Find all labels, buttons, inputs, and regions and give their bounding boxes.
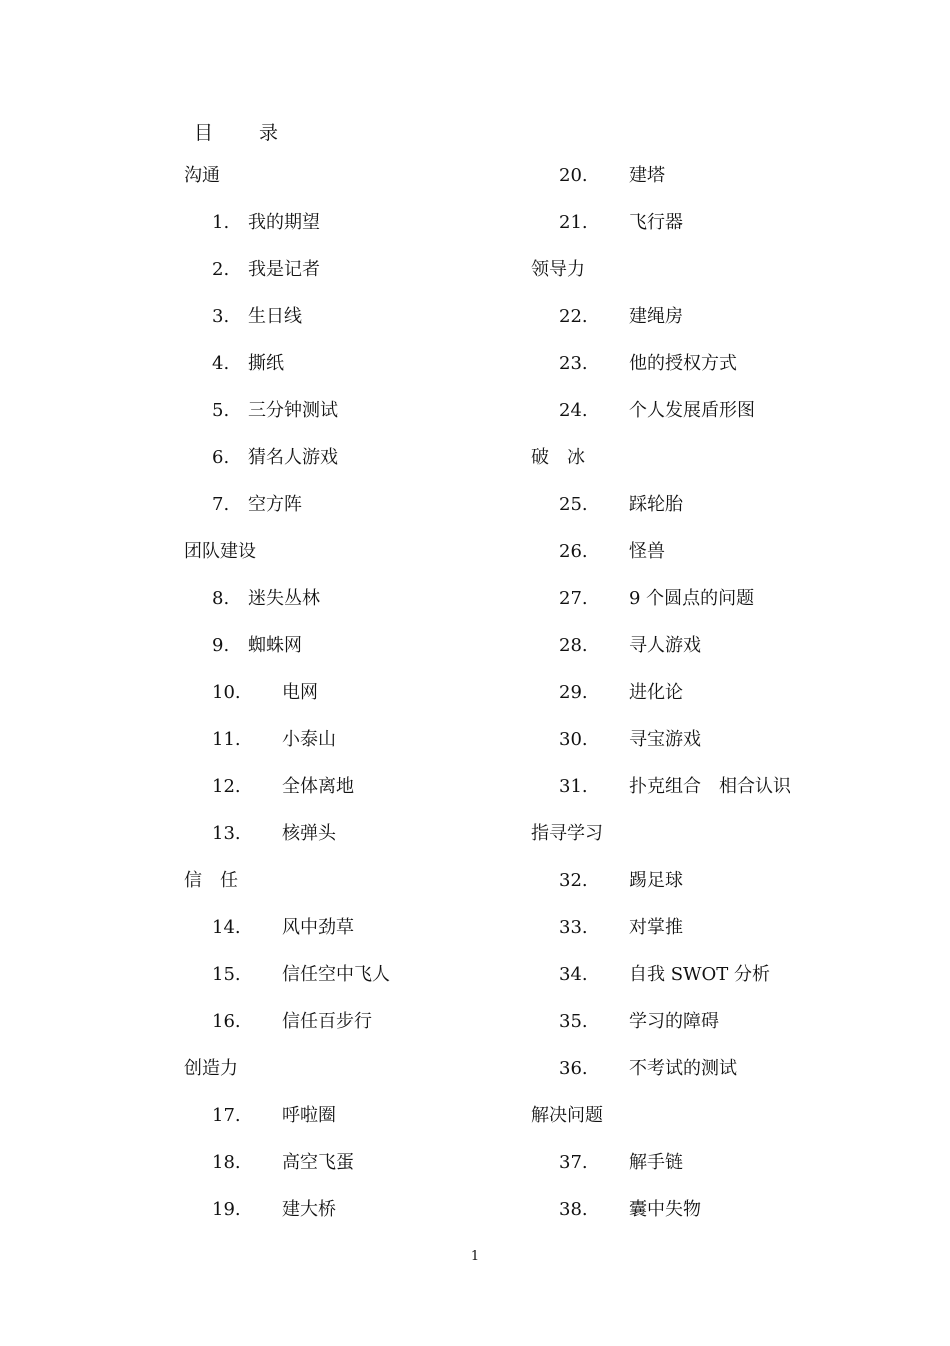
section-label: 创造力 [184, 1058, 238, 1079]
entry-number: 13. [212, 823, 241, 844]
entry-number: 28. [559, 635, 588, 656]
entry-title: 踩轮胎 [629, 494, 683, 515]
entry-title: 空方阵 [248, 494, 302, 515]
entry-title: 撕纸 [248, 353, 284, 374]
entry-number: 17. [212, 1105, 241, 1126]
section-label: 指寻学习 [531, 823, 603, 844]
entry-title: 我是记者 [248, 259, 320, 280]
section-label: 领导力 [531, 259, 585, 280]
entry-number: 4. [212, 353, 230, 374]
entry-number: 21. [559, 212, 588, 233]
entry-title: 高空飞蛋 [282, 1152, 354, 1173]
entry-number: 19. [212, 1199, 241, 1220]
entry-title: 电网 [282, 682, 318, 703]
entry-title: 信任空中飞人 [282, 964, 390, 985]
entry-title: 学习的障碍 [629, 1011, 719, 1032]
section-label: 沟通 [184, 165, 220, 186]
page-number: 1 [470, 1249, 480, 1264]
entry-number: 24. [559, 400, 588, 421]
entry-title: 三分钟测试 [248, 400, 338, 421]
entry-title: 我的期望 [248, 212, 320, 233]
entry-number: 1. [212, 212, 230, 233]
entry-number: 31. [559, 776, 588, 797]
entry-title: 信任百步行 [282, 1011, 372, 1032]
entry-title: 建绳房 [629, 306, 683, 327]
entry-title: 扑克组合 相合认识 [629, 776, 791, 797]
entry-number: 30. [559, 729, 588, 750]
entry-title: 迷失丛林 [248, 588, 320, 609]
entry-number: 29. [559, 682, 588, 703]
entry-title: 建大桥 [282, 1199, 336, 1220]
section-label: 信 任 [184, 870, 238, 891]
entry-number: 5. [212, 400, 230, 421]
entry-number: 18. [212, 1152, 241, 1173]
entry-title: 不考试的测试 [629, 1058, 737, 1079]
entry-title: 自我 SWOT 分析 [629, 964, 771, 985]
entry-number: 38. [559, 1199, 588, 1220]
entry-title: 全体离地 [282, 776, 354, 797]
entry-number: 36. [559, 1058, 588, 1079]
section-label: 解决问题 [531, 1105, 603, 1126]
entry-title: 怪兽 [629, 541, 665, 562]
entry-title: 对掌推 [629, 917, 683, 938]
entry-number: 35. [559, 1011, 588, 1032]
entry-title: 建塔 [629, 165, 665, 186]
entry-title: 风中劲草 [282, 917, 354, 938]
entry-title: 寻人游戏 [629, 635, 701, 656]
section-label: 破 冰 [531, 447, 585, 468]
entry-number: 37. [559, 1152, 588, 1173]
entry-title: 囊中失物 [629, 1199, 701, 1220]
entry-number: 25. [559, 494, 588, 515]
entry-number: 14. [212, 917, 241, 938]
entry-number: 16. [212, 1011, 241, 1032]
entry-number: 26. [559, 541, 588, 562]
entry-title: 生日线 [248, 306, 302, 327]
entry-number: 34. [559, 964, 588, 985]
entry-title: 进化论 [629, 682, 683, 703]
entry-number: 7. [212, 494, 230, 515]
toc-title: 目 录 [194, 122, 299, 144]
entry-number: 8. [212, 588, 230, 609]
entry-title: 呼啦圈 [282, 1105, 336, 1126]
entry-number: 2. [212, 259, 230, 280]
entry-number: 22. [559, 306, 588, 327]
entry-number: 32. [559, 870, 588, 891]
entry-title: 小泰山 [282, 729, 336, 750]
entry-number: 23. [559, 353, 588, 374]
entry-number: 11. [212, 729, 241, 750]
entry-title: 寻宝游戏 [629, 729, 701, 750]
entry-number: 15. [212, 964, 241, 985]
entry-title: 解手链 [629, 1152, 683, 1173]
entry-title: 核弹头 [282, 823, 336, 844]
entry-title: 个人发展盾形图 [629, 400, 755, 421]
entry-number: 12. [212, 776, 241, 797]
entry-number: 33. [559, 917, 588, 938]
section-label: 团队建设 [184, 541, 256, 562]
entry-number: 20. [559, 165, 588, 186]
entry-title: 飞行器 [629, 212, 683, 233]
entry-number: 3. [212, 306, 230, 327]
entry-title: 他的授权方式 [629, 353, 737, 374]
entry-title: 踢足球 [629, 870, 683, 891]
entry-title: 猜名人游戏 [248, 447, 338, 468]
entry-number: 9. [212, 635, 230, 656]
entry-title: 蜘蛛网 [248, 635, 302, 656]
entry-number: 10. [212, 682, 241, 703]
entry-title: 9 个圆点的问题 [629, 588, 755, 609]
entry-number: 6. [212, 447, 230, 468]
entry-number: 27. [559, 588, 588, 609]
